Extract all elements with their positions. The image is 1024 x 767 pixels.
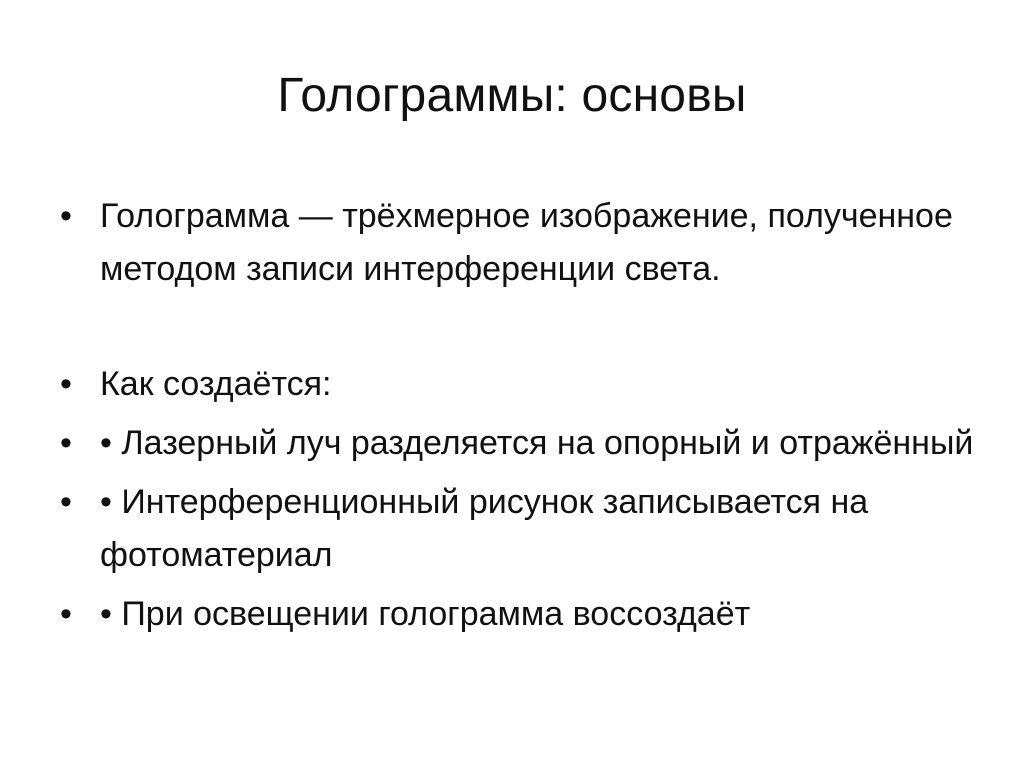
bullet-icon: • <box>60 595 72 633</box>
list-item <box>56 417 996 470</box>
bullet-list <box>56 190 996 647</box>
bullet-icon: • <box>60 424 72 462</box>
list-item-text: • При освещении голограмма воссоздаёт <box>100 595 751 633</box>
slide-title: Голограммы: основы <box>277 69 747 122</box>
list-item-text: • Интерференционный рисунок записывается на фотоматериал <box>100 483 869 574</box>
list-item-text: Голограмма — трёхмерное изображение, полученное методом записи интерференции света. <box>100 197 953 288</box>
bullet-icon: • <box>60 197 72 235</box>
list-item-text: Как создаётся: <box>100 365 332 403</box>
list-item-text: • Лазерный луч разделяется на опорный и отражённый <box>100 424 974 462</box>
list-item <box>56 190 996 296</box>
bullet-icon: • <box>60 483 72 521</box>
bullet-icon: • <box>60 365 72 403</box>
list-item <box>56 476 996 582</box>
list-item <box>56 588 996 641</box>
list-item <box>56 358 996 411</box>
